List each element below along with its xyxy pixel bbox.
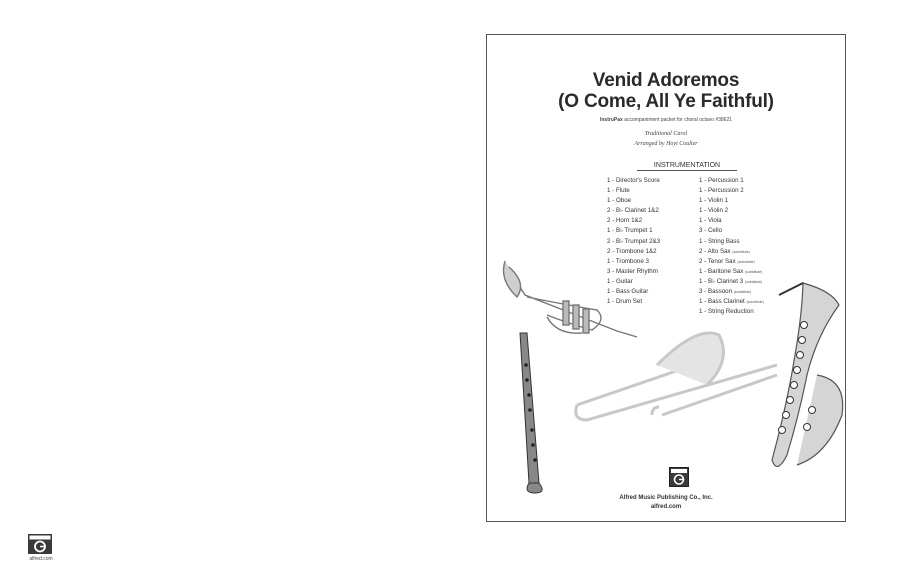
instrument-label: 1 - Percussion 1 [699, 177, 744, 184]
instrument-item: 1 - Bass Guitar [607, 288, 649, 296]
instrument-label: 1 - String Bass [699, 237, 740, 245]
instrument-item [699, 307, 764, 317]
instrument-label: 1 - Violin 1 [699, 197, 729, 205]
instrument-label: 1 - Baritone Sax [699, 267, 744, 275]
instrument-item [699, 237, 764, 247]
clarinet-image [520, 333, 542, 493]
substitute-note: (substitute) [746, 300, 764, 305]
instrument-label: 1 - Percussion 2 [699, 187, 744, 195]
instrument-item [699, 216, 764, 226]
alfred-logo-icon [670, 468, 688, 486]
substitute-note: (substitute) [744, 279, 763, 284]
instrument-item: 1 - Trombone 3 [607, 257, 649, 265]
instrument-item [699, 247, 764, 257]
title-line-1: Venid Adoremos [592, 70, 740, 91]
instrument-label: 3 - Bassoon [699, 288, 733, 296]
alfred-logo [669, 467, 689, 487]
instrument-item: 1 - B♭ Trumpet 1 [607, 227, 653, 235]
instrumentation-heading: INSTRUMENTATION [637, 162, 737, 171]
instrument-item [699, 226, 764, 236]
publisher-url: alfred.com [650, 504, 682, 510]
instrument-item: 1 - Flute [607, 187, 630, 195]
substitute-note: (substitute) [733, 290, 752, 295]
instrument-label: 2 - Alto Sax [699, 247, 731, 255]
instrument-item: 1 - Guitar [607, 277, 633, 285]
instrument-item [699, 257, 764, 267]
instrument-item: 2 - Trombone 1&2 [607, 247, 657, 255]
instrument-item: 2 - Horn 1&2 [607, 217, 643, 225]
instrument-item [699, 277, 764, 287]
instrument-item: 2 - B♭ Clarinet 1&2 [607, 207, 659, 215]
score-cover-page [486, 34, 846, 522]
publisher-name: Alfred Music Publishing Co., Inc. [619, 495, 713, 501]
instrument-item [699, 206, 764, 216]
instrument-item: 3 - Master Rhythm [607, 267, 658, 275]
instrument-item: 1 - Oboe [607, 197, 632, 205]
instrument-label: 1 - Viola [699, 217, 722, 225]
instrument-item [699, 196, 764, 206]
instrument-item [699, 186, 764, 196]
instrument-item [699, 267, 764, 277]
arranger-credit: Arranged by Hoyt Coulter [634, 141, 698, 147]
instrument-label: 1 - B♭ Clarinet 3 [699, 277, 744, 285]
substitute-note: (substitute) [745, 269, 763, 274]
instrument-item [699, 176, 764, 186]
instrument-item [699, 297, 764, 307]
packet-text: accompaniment packet for choral octavo #38621 [624, 117, 733, 123]
title-line-2: (O Come, All Ye Faithful) [558, 91, 774, 112]
trombone-image [576, 333, 777, 420]
instrument-item: 1 - Drum Set [607, 298, 643, 306]
instrumentation-column-1 [607, 176, 660, 307]
corner-alfred-logo-icon [28, 534, 52, 554]
instrument-label: 1 - String Reduction [699, 308, 754, 316]
instrumentation-column-2 [699, 176, 764, 317]
saxophone-image [772, 283, 843, 466]
packet-description [487, 117, 845, 123]
instrument-label: 1 - Violin 2 [699, 207, 729, 215]
substitute-note: (substitute) [732, 249, 750, 254]
instrument-item: 1 - Director's Score [607, 177, 660, 184]
composer-credit: Traditional Carol [644, 131, 688, 137]
instrument-label: 3 - Cello [699, 227, 723, 235]
instrument-label: 1 - Bass Clarinet [699, 298, 745, 306]
instrument-item: 2 - B♭ Trumpet 2&3 [607, 237, 661, 245]
corner-logo-caption: alfred.com [29, 556, 53, 562]
substitute-note: (substitute) [737, 259, 755, 264]
instrument-label: 2 - Tenor Sax [699, 257, 736, 265]
packet-brand: InstruPax [599, 117, 623, 123]
instrument-item [699, 287, 764, 297]
